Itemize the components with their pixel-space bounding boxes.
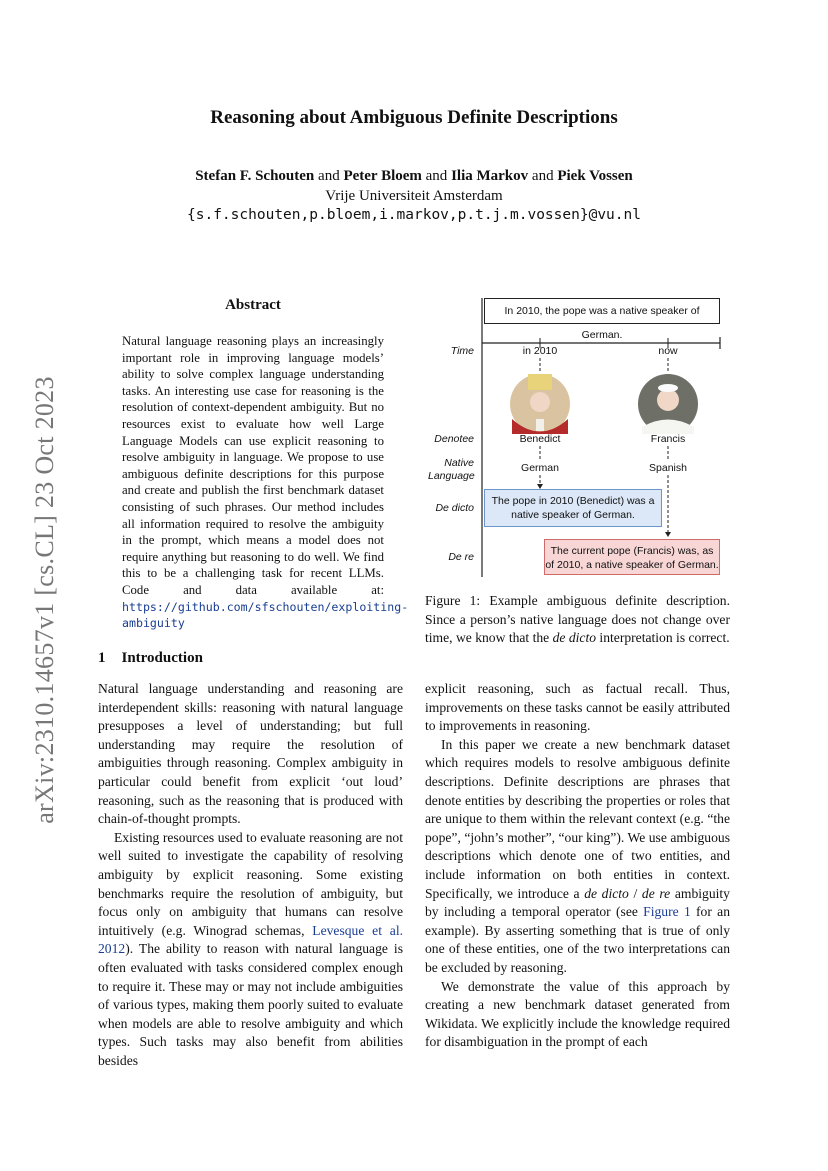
paragraph: Natural language understanding and reasoning are interdependent skills: reasoning with natural language presupposes a level of understanding; but full understanding may require the resolution of ambiguities through reasoning. Complex ambiguity in particular could benefit from explicit ‘out loud’ reasoning, such as the reasoning that is produced with chain-of-thought prompts. bbox=[98, 681, 403, 827]
author-emails: {s.f.schouten,p.bloem,i.markov,p.t.j.m.vossen}@vu.nl bbox=[187, 207, 641, 223]
paragraph bbox=[425, 736, 730, 978]
paragraph-text: ambiguity by including a temporal operator (see bbox=[425, 885, 730, 920]
arxiv-identifier: arXiv:2310.14657v1 [cs.CL] 23 Oct 2023 bbox=[30, 376, 59, 824]
time-left: in 2010 bbox=[522, 345, 558, 357]
francis-portrait bbox=[638, 374, 698, 434]
de-re-box: The current pope (Francis) was, as of 2010, a native speaker of German. bbox=[544, 539, 720, 575]
author-separator: and bbox=[318, 168, 340, 184]
abstract-body bbox=[122, 333, 409, 632]
row-label-native: Native Language bbox=[428, 457, 475, 482]
caption-text: Example ambiguous definite description. Since a person’s native language does not change over time, we know that the bbox=[425, 593, 730, 646]
paragraph-text: ). The ability to reason with natural language is often evaluated with tasks considered complex enough to require it. These may or may not include ambiguities of various types, making them poorly suited to evaluate when models are able to resolve ambiguity and which types. Such tasks may also benefit from abilities besides bbox=[98, 941, 403, 1068]
row-label-de-re: De re bbox=[448, 551, 474, 563]
statement-box: In 2010, the pope was a native speaker of German. bbox=[484, 298, 720, 324]
paragraph: We demonstrate the value of this approach by creating a new benchmark dataset generated from Wikidata. We explicitly include the knowledge required for disambiguation in the prompt of each bbox=[425, 978, 730, 1050]
row-label-denotee: Denotee bbox=[434, 433, 474, 445]
lang-left: German bbox=[521, 462, 559, 474]
left-column bbox=[98, 680, 403, 1070]
author-name: Ilia Markov bbox=[451, 168, 529, 184]
author-separator: and bbox=[425, 168, 448, 184]
de-dicto-box: The pope in 2010 (Benedict) was a native speaker of German. bbox=[484, 489, 662, 527]
denotee-left: Benedict bbox=[519, 433, 561, 445]
emph-de-dicto: de dicto bbox=[584, 885, 629, 901]
abstract-text: Natural language reasoning plays an increasingly important role in improving language models’ ability to solve complex language understanding tasks. An interesting use case for reasoning is the resolution of context-dependent ambiguity. But no resources exist to evaluate how well Large Language Models can use explicit reasoning to resolve ambiguity in language. We propose to use ambiguous definite descriptions for this purpose and create and publish the first benchmark dataset consisting of such phrases. Our method includes all information required to resolve the ambiguity in the prompt, which means a model does not require anything but reasoning to do well. We find this to be a challenging task for recent LLMs. Code and data available at: bbox=[122, 334, 384, 597]
figure-ref-link[interactable]: Figure 1 bbox=[643, 904, 691, 920]
section-title: Introduction bbox=[121, 650, 203, 666]
code-link[interactable]: https://github.com/sfschouten/exploiting-ambiguity bbox=[122, 599, 409, 631]
author-name: Peter Bloem bbox=[343, 168, 422, 184]
paragraph-text: In this paper we create a new benchmark dataset which requires models to resolve ambiguous definite descriptions. Definite descriptions are phrases that denote entities by describing the properties or roles that are unique to them within the relevant context (e.g. “the pope”, “john’s mother”, “our king”). We use ambiguous descriptions which denote one of two entities, and include information on both entities in context. Specifically, we introduce a bbox=[425, 736, 730, 901]
author-separator: and bbox=[531, 168, 554, 184]
caption-text-end: interpretation is correct. bbox=[596, 630, 730, 646]
time-right: now bbox=[658, 345, 678, 357]
paragraph-text: Existing resources used to evaluate reasoning are not well suited to investigate the capability of resolving ambiguity by explicit reasoning. Some existing benchmarks require the resolution of ambiguity, but focus only on ambiguity that humans can resolve intuitively (e.g. Winograd schemas, bbox=[98, 829, 403, 938]
denotee-right: Francis bbox=[650, 433, 686, 445]
section-heading bbox=[98, 650, 203, 667]
author-list bbox=[0, 168, 828, 185]
benedict-portrait bbox=[510, 374, 570, 434]
citation-link[interactable]: Levesque et al. 2012 bbox=[98, 922, 403, 957]
paragraph: explicit reasoning, such as factual recall. Thus, improvements on these tasks cannot be easily attributed to improvements in reasoning. bbox=[425, 681, 730, 734]
arxiv-sidebar bbox=[20, 320, 70, 880]
paper-title: Reasoning about Ambiguous Definite Descriptions bbox=[210, 107, 618, 128]
author-name: Piek Vossen bbox=[557, 168, 633, 184]
slash: / bbox=[628, 885, 642, 901]
paragraph bbox=[98, 829, 403, 1071]
emph-de-re: de re bbox=[641, 885, 671, 901]
figure-caption bbox=[425, 592, 730, 648]
figure-1 bbox=[428, 294, 728, 584]
row-label-time: Time bbox=[450, 345, 474, 357]
author-name: Stefan F. Schouten bbox=[195, 168, 315, 184]
affiliation: Vrije Universiteit Amsterdam bbox=[325, 188, 503, 204]
right-column bbox=[425, 680, 730, 1052]
caption-emph: de dicto bbox=[552, 630, 597, 646]
caption-label: Figure 1: bbox=[425, 593, 481, 608]
paragraph-text: for an example). By asserting something that is true of only one of these entities, one of the two interpretations can be excluded by reasoning. bbox=[425, 904, 730, 975]
section-number: 1 bbox=[98, 650, 106, 666]
abstract-heading: Abstract bbox=[225, 297, 281, 313]
row-label-de-dicto: De dicto bbox=[435, 502, 474, 514]
lang-right: Spanish bbox=[649, 462, 687, 474]
